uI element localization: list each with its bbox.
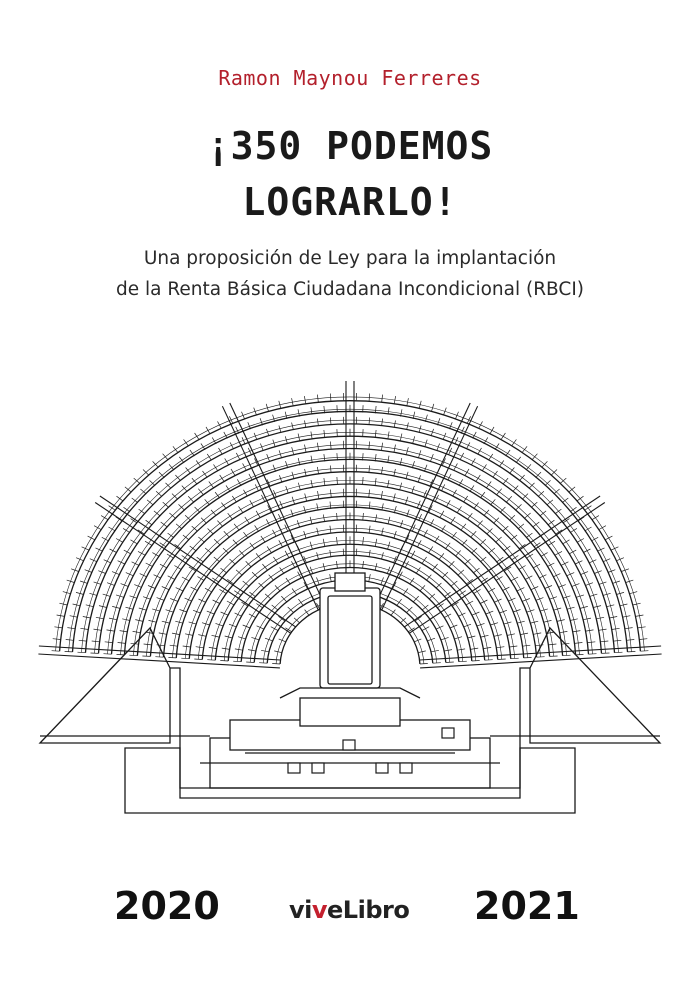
author-name: Ramon Maynou Ferreres	[218, 66, 482, 90]
hemicycle-illustration	[30, 368, 670, 818]
subtitle-line-2: de la Renta Básica Ciudadana Incondicional (RBCI)	[115, 279, 585, 300]
subtitle-line-1: Una proposición de Ley para la implantación	[143, 248, 557, 269]
book-title-line-1: ¡350 PODEMOS	[206, 124, 494, 168]
publisher-logo	[289, 896, 409, 924]
book-title-line-2: LOGRARLO!	[242, 180, 458, 224]
publisher-logo-part-1: vi	[289, 896, 312, 924]
year-left: 2020	[114, 884, 220, 928]
publisher-logo-part-3: eLibro	[327, 896, 410, 924]
publisher-logo-part-2: v	[311, 896, 328, 924]
year-right: 2021	[474, 884, 580, 928]
